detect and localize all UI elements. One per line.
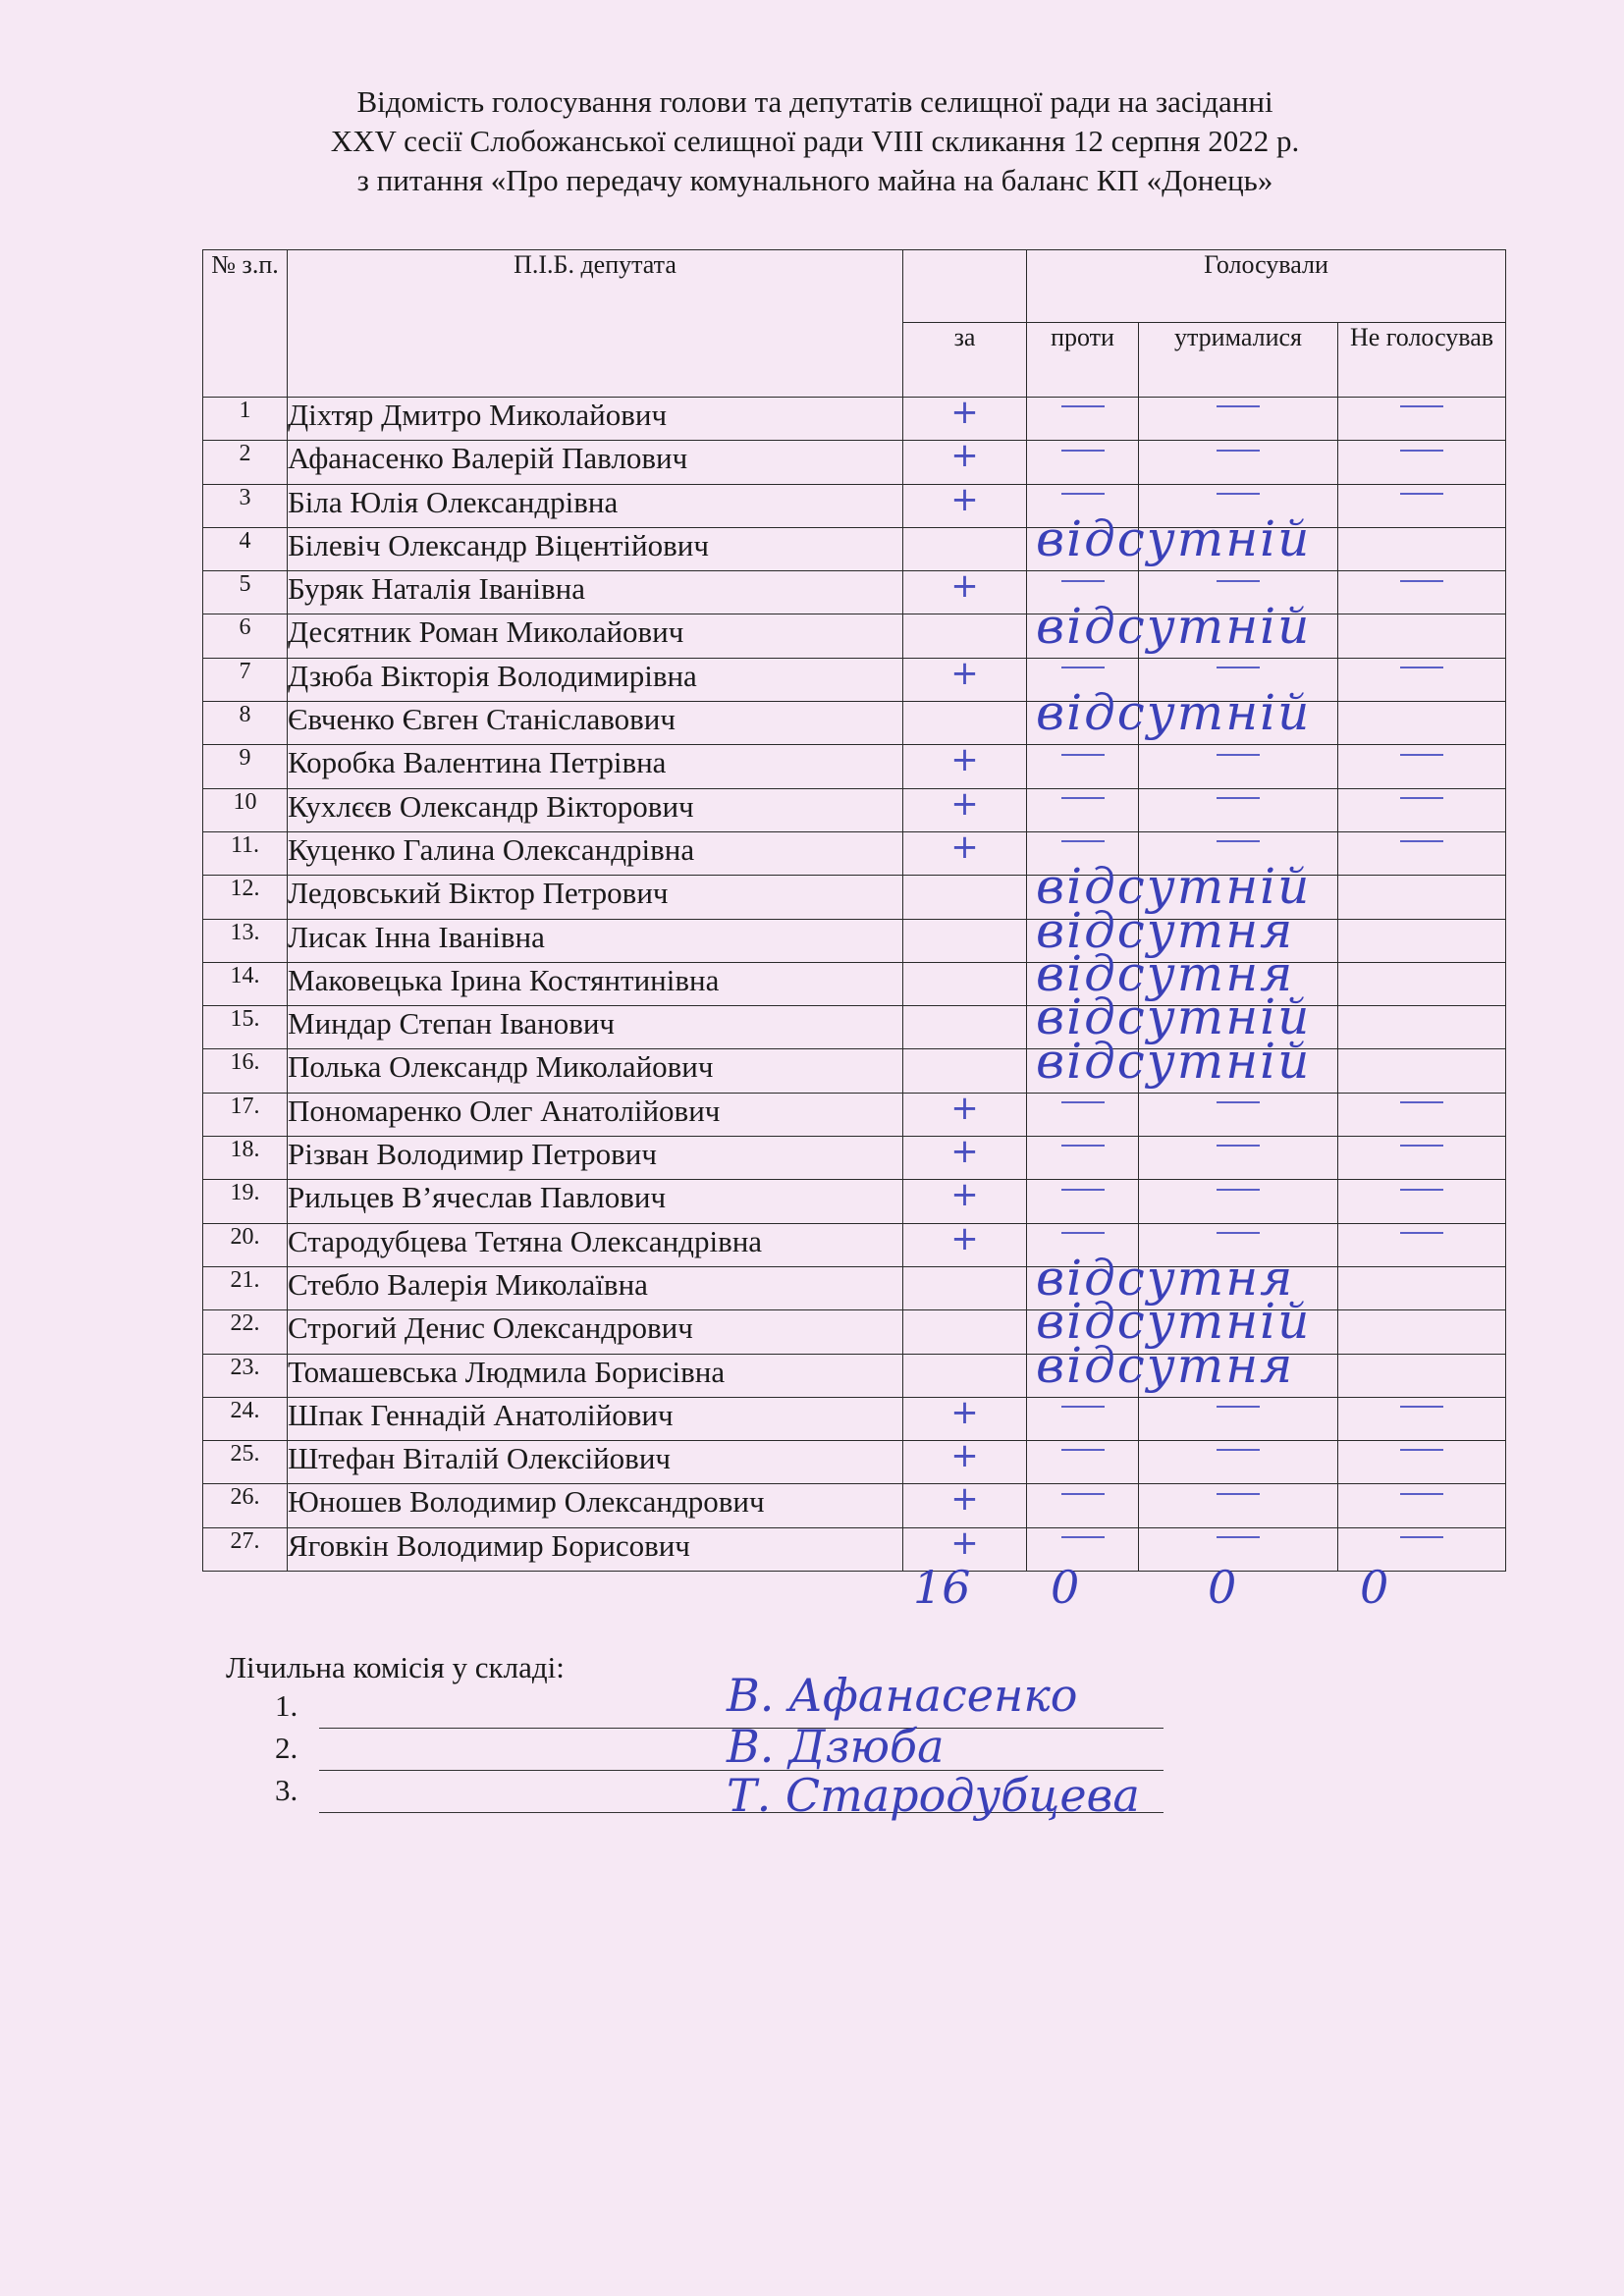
absent-note: відсутній bbox=[1036, 988, 1312, 1046]
vote-not-voted bbox=[1338, 1093, 1506, 1136]
vote-not-voted bbox=[1338, 1484, 1506, 1527]
deputy-name: Ледовський Віктор Петрович bbox=[288, 876, 903, 919]
dash-mark bbox=[1400, 1101, 1443, 1103]
absent-note: відсутня bbox=[1036, 1250, 1295, 1307]
vote-abstained bbox=[1139, 1441, 1338, 1484]
deputy-name: Шпак Геннадій Анатолійович bbox=[288, 1397, 903, 1440]
table-row bbox=[203, 441, 1506, 484]
plus-mark: + bbox=[950, 1392, 979, 1432]
deputy-name: Пономаренко Олег Анатолійович bbox=[288, 1093, 903, 1136]
plus-mark: + bbox=[950, 1175, 979, 1215]
vote-for bbox=[903, 1479, 1027, 1527]
vote-for bbox=[903, 436, 1027, 484]
deputy-name: Юношев Володимир Олександрович bbox=[288, 1484, 903, 1527]
row-number: 5 bbox=[203, 571, 288, 614]
plus-mark: + bbox=[950, 1218, 979, 1258]
header-voted: Голосували bbox=[1027, 250, 1506, 323]
vote-for bbox=[903, 740, 1027, 788]
dash-mark bbox=[1217, 1101, 1260, 1103]
absent-note: відсутня bbox=[1036, 901, 1295, 959]
absent-note: відсутній bbox=[1036, 1293, 1312, 1351]
deputy-name: Різван Володимир Петрович bbox=[288, 1137, 903, 1180]
table-row bbox=[203, 1093, 1506, 1136]
row-number: 6 bbox=[203, 614, 288, 658]
deputy-name: Білевіч Олександр Віцентійович bbox=[288, 527, 903, 570]
vote-for bbox=[903, 919, 1027, 962]
dash-mark bbox=[1400, 1145, 1443, 1147]
dash-mark bbox=[1217, 754, 1260, 756]
vote-for bbox=[903, 1354, 1027, 1397]
vote-for bbox=[903, 1310, 1027, 1354]
dash-mark bbox=[1400, 667, 1443, 668]
row-number: 21. bbox=[203, 1266, 288, 1309]
vote-for bbox=[903, 702, 1027, 745]
plus-mark: + bbox=[950, 1522, 979, 1563]
dash-mark bbox=[1061, 580, 1105, 582]
dash-mark bbox=[1400, 797, 1443, 799]
dash-mark bbox=[1217, 840, 1260, 842]
row-number: 18. bbox=[203, 1137, 288, 1180]
deputy-name: Миндар Степан Іванович bbox=[288, 1006, 903, 1049]
header-abstained: утрималися bbox=[1139, 323, 1338, 398]
header-against: проти bbox=[1027, 323, 1139, 398]
row-number: 10 bbox=[203, 788, 288, 831]
deputy-name: Стебло Валерія Миколаївна bbox=[288, 1266, 903, 1309]
row-number: 9 bbox=[203, 745, 288, 788]
absent-note: відсутній bbox=[1036, 1032, 1312, 1090]
dash-mark bbox=[1400, 840, 1443, 842]
row-number: 2 bbox=[203, 441, 288, 484]
vote-not-voted bbox=[1338, 1180, 1506, 1223]
dash-mark bbox=[1400, 1536, 1443, 1538]
vote-not-voted bbox=[1338, 745, 1506, 788]
vote-for bbox=[903, 1436, 1027, 1484]
deputy-name: Біла Юлія Олександрівна bbox=[288, 484, 903, 527]
dash-mark bbox=[1061, 1536, 1105, 1538]
row-number: 19. bbox=[203, 1180, 288, 1223]
title-line-2: XXV сесії Слобожанської селищної ради VIII скликання 12 серпня 2022 р. bbox=[330, 124, 1300, 158]
dash-mark bbox=[1217, 405, 1260, 407]
dash-mark bbox=[1061, 1449, 1105, 1451]
vote-for bbox=[903, 962, 1027, 1005]
plus-mark: + bbox=[950, 1479, 979, 1520]
dash-mark bbox=[1217, 1145, 1260, 1147]
title-line-3: з питання «Про передачу комунального майна на баланс КП «Донець» bbox=[356, 163, 1273, 197]
dash-mark bbox=[1400, 1449, 1443, 1451]
row-number: 8 bbox=[203, 702, 288, 745]
dash-mark bbox=[1061, 493, 1105, 495]
plus-mark: + bbox=[950, 653, 979, 693]
vote-for bbox=[903, 614, 1027, 658]
vote-for bbox=[903, 1088, 1027, 1136]
vote-abstained bbox=[1139, 745, 1338, 788]
deputy-name: Кухлєєв Олександр Вікторович bbox=[288, 788, 903, 831]
absent-note: відсутній bbox=[1036, 509, 1312, 567]
total-for: 16 bbox=[913, 1561, 971, 1614]
vote-abstained bbox=[1139, 1180, 1338, 1223]
header-number: № з.п. bbox=[203, 250, 288, 398]
deputy-name: Строгий Денис Олександрович bbox=[288, 1310, 903, 1354]
vote-for bbox=[903, 1175, 1027, 1223]
dash-mark bbox=[1061, 1145, 1105, 1147]
plus-mark: + bbox=[950, 827, 979, 867]
vote-against bbox=[1027, 788, 1139, 831]
commission-label: Лічильна комісія у складі: bbox=[226, 1650, 565, 1684]
commission-member-3: Т. Стародубцева bbox=[727, 1769, 1140, 1822]
total-against: 0 bbox=[1051, 1561, 1080, 1614]
vote-for bbox=[903, 1049, 1027, 1093]
dash-mark bbox=[1400, 405, 1443, 407]
plus-mark: + bbox=[950, 479, 979, 519]
vote-against bbox=[1027, 1093, 1139, 1136]
vote-abstained bbox=[1139, 1397, 1338, 1440]
plus-mark: + bbox=[950, 1132, 979, 1172]
vote-against bbox=[1027, 441, 1139, 484]
header-not-voted: Не голосував bbox=[1338, 323, 1506, 398]
vote-for bbox=[903, 1006, 1027, 1049]
row-number: 22. bbox=[203, 1310, 288, 1354]
row-number: 1 bbox=[203, 398, 288, 441]
commission-number-1: 1. bbox=[275, 1688, 298, 1723]
dash-mark bbox=[1061, 405, 1105, 407]
table-row bbox=[203, 1397, 1506, 1440]
table-row bbox=[203, 1180, 1506, 1223]
deputy-name: Буряк Наталія Іванівна bbox=[288, 571, 903, 614]
dash-mark bbox=[1061, 797, 1105, 799]
header-name: П.І.Б. депутата bbox=[288, 250, 903, 398]
plus-mark: + bbox=[950, 436, 979, 476]
dash-mark bbox=[1217, 580, 1260, 582]
table-row bbox=[203, 398, 1506, 441]
dash-mark bbox=[1061, 450, 1105, 452]
vote-for bbox=[903, 653, 1027, 701]
absent-note: відсутня bbox=[1036, 944, 1295, 1002]
vote-abstained bbox=[1139, 1484, 1338, 1527]
vote-against bbox=[1027, 1527, 1139, 1571]
header-for: за bbox=[903, 323, 1027, 398]
vote-not-voted bbox=[1338, 788, 1506, 831]
plus-mark: + bbox=[950, 393, 979, 432]
commission-number-2: 2. bbox=[275, 1731, 298, 1765]
deputy-name: Діхтяр Дмитро Миколайович bbox=[288, 398, 903, 441]
table-row bbox=[203, 1137, 1506, 1180]
dash-mark bbox=[1400, 493, 1443, 495]
dash-mark bbox=[1217, 797, 1260, 799]
dash-mark bbox=[1400, 1189, 1443, 1191]
dash-mark bbox=[1217, 493, 1260, 495]
row-number: 16. bbox=[203, 1049, 288, 1093]
plus-mark: + bbox=[950, 1436, 979, 1476]
total-not-voted: 0 bbox=[1360, 1561, 1389, 1614]
vote-for bbox=[903, 827, 1027, 875]
vote-for bbox=[903, 1392, 1027, 1440]
dash-mark bbox=[1400, 450, 1443, 452]
table-row bbox=[203, 1484, 1506, 1527]
table-row bbox=[203, 745, 1506, 788]
dash-mark bbox=[1061, 1189, 1105, 1191]
vote-for bbox=[903, 479, 1027, 527]
table-row bbox=[203, 1441, 1506, 1484]
vote-against bbox=[1027, 1484, 1139, 1527]
deputy-name: Дзюба Вікторія Володимирівна bbox=[288, 658, 903, 701]
dash-mark bbox=[1217, 1493, 1260, 1495]
absent-note: відсутній bbox=[1036, 858, 1312, 916]
row-number: 15. bbox=[203, 1006, 288, 1049]
total-abstained: 0 bbox=[1208, 1561, 1237, 1614]
commission-member-2: В. Дзюба bbox=[727, 1720, 945, 1773]
vote-for bbox=[903, 1218, 1027, 1266]
deputy-name: Десятник Роман Миколайович bbox=[288, 614, 903, 658]
deputy-name: Лисак Інна Іванівна bbox=[288, 919, 903, 962]
vote-not-voted bbox=[1338, 1441, 1506, 1484]
commission-number-3: 3. bbox=[275, 1773, 298, 1807]
row-number: 13. bbox=[203, 919, 288, 962]
table-row bbox=[203, 788, 1506, 831]
row-number: 12. bbox=[203, 876, 288, 919]
dash-mark bbox=[1217, 1189, 1260, 1191]
row-number: 17. bbox=[203, 1093, 288, 1136]
row-number: 14. bbox=[203, 962, 288, 1005]
vote-against bbox=[1027, 1441, 1139, 1484]
vote-abstained bbox=[1139, 1093, 1338, 1136]
row-number: 3 bbox=[203, 484, 288, 527]
vote-against bbox=[1027, 398, 1139, 441]
absent-note: відсутній bbox=[1036, 684, 1312, 742]
deputy-name: Штефан Віталій Олексійович bbox=[288, 1441, 903, 1484]
dash-mark bbox=[1217, 1449, 1260, 1451]
plus-mark: + bbox=[950, 566, 979, 607]
deputy-name: Євченко Євген Станіславович bbox=[288, 702, 903, 745]
table-row bbox=[203, 1527, 1506, 1571]
deputy-name: Стародубцева Тетяна Олександрівна bbox=[288, 1223, 903, 1266]
deputy-name: Афанасенко Валерій Павлович bbox=[288, 441, 903, 484]
title-line-1: Відомість голосування голови та депутатів селищної ради на засіданні bbox=[356, 84, 1273, 119]
dash-mark bbox=[1400, 1493, 1443, 1495]
row-number: 11. bbox=[203, 831, 288, 875]
row-number: 24. bbox=[203, 1397, 288, 1440]
dash-mark bbox=[1061, 667, 1105, 668]
dash-mark bbox=[1217, 1406, 1260, 1408]
deputy-name: Томашевська Людмила Борисівна bbox=[288, 1354, 903, 1397]
dash-mark bbox=[1400, 1406, 1443, 1408]
dash-mark bbox=[1061, 1232, 1105, 1234]
dash-mark bbox=[1400, 580, 1443, 582]
plus-mark: + bbox=[950, 1088, 979, 1128]
dash-mark bbox=[1061, 1493, 1105, 1495]
deputy-name: Маковецька Ірина Костянтинівна bbox=[288, 962, 903, 1005]
dash-mark bbox=[1217, 1536, 1260, 1538]
vote-for bbox=[903, 393, 1027, 441]
dash-mark bbox=[1061, 1101, 1105, 1103]
vote-against bbox=[1027, 1137, 1139, 1180]
dash-mark bbox=[1061, 754, 1105, 756]
vote-not-voted bbox=[1338, 1397, 1506, 1440]
vote-abstained bbox=[1139, 1137, 1338, 1180]
absent-note: відсутній bbox=[1036, 597, 1312, 655]
plus-mark: + bbox=[950, 783, 979, 824]
row-number: 26. bbox=[203, 1484, 288, 1527]
vote-for bbox=[903, 876, 1027, 919]
vote-against bbox=[1027, 1397, 1139, 1440]
row-number: 20. bbox=[203, 1223, 288, 1266]
row-number: 7 bbox=[203, 658, 288, 701]
vote-abstained bbox=[1139, 788, 1338, 831]
dash-mark bbox=[1217, 450, 1260, 452]
deputy-name: Коробка Валентина Петрівна bbox=[288, 745, 903, 788]
deputy-name: Яговкін Володимир Борисович bbox=[288, 1527, 903, 1571]
deputy-name: Куценко Галина Олександрівна bbox=[288, 831, 903, 875]
vote-abstained bbox=[1139, 398, 1338, 441]
row-number: 23. bbox=[203, 1354, 288, 1397]
row-number: 27. bbox=[203, 1527, 288, 1571]
vote-against bbox=[1027, 745, 1139, 788]
vote-for bbox=[903, 783, 1027, 831]
dash-mark bbox=[1061, 1406, 1105, 1408]
dash-mark bbox=[1061, 840, 1105, 842]
vote-for bbox=[903, 527, 1027, 570]
dash-mark bbox=[1400, 754, 1443, 756]
deputy-name: Рильцев В’ячеслав Павлович bbox=[288, 1180, 903, 1223]
vote-for bbox=[903, 1132, 1027, 1180]
row-number: 4 bbox=[203, 527, 288, 570]
dash-mark bbox=[1400, 1232, 1443, 1234]
vote-against bbox=[1027, 1180, 1139, 1223]
vote-not-voted bbox=[1338, 1137, 1506, 1180]
absent-note: відсутня bbox=[1036, 1336, 1295, 1394]
vote-abstained bbox=[1139, 441, 1338, 484]
vote-for bbox=[903, 1266, 1027, 1309]
header-blank bbox=[903, 250, 1027, 323]
plus-mark: + bbox=[950, 740, 979, 780]
deputy-name: Полька Олександр Миколайович bbox=[288, 1049, 903, 1093]
vote-abstained bbox=[1139, 1527, 1338, 1571]
document-title bbox=[177, 82, 1453, 200]
vote-not-voted bbox=[1338, 398, 1506, 441]
commission-member-1: В. Афанасенко bbox=[727, 1669, 1078, 1722]
vote-not-voted bbox=[1338, 441, 1506, 484]
dash-mark bbox=[1217, 667, 1260, 668]
vote-for bbox=[903, 566, 1027, 614]
dash-mark bbox=[1217, 1232, 1260, 1234]
row-number: 25. bbox=[203, 1441, 288, 1484]
